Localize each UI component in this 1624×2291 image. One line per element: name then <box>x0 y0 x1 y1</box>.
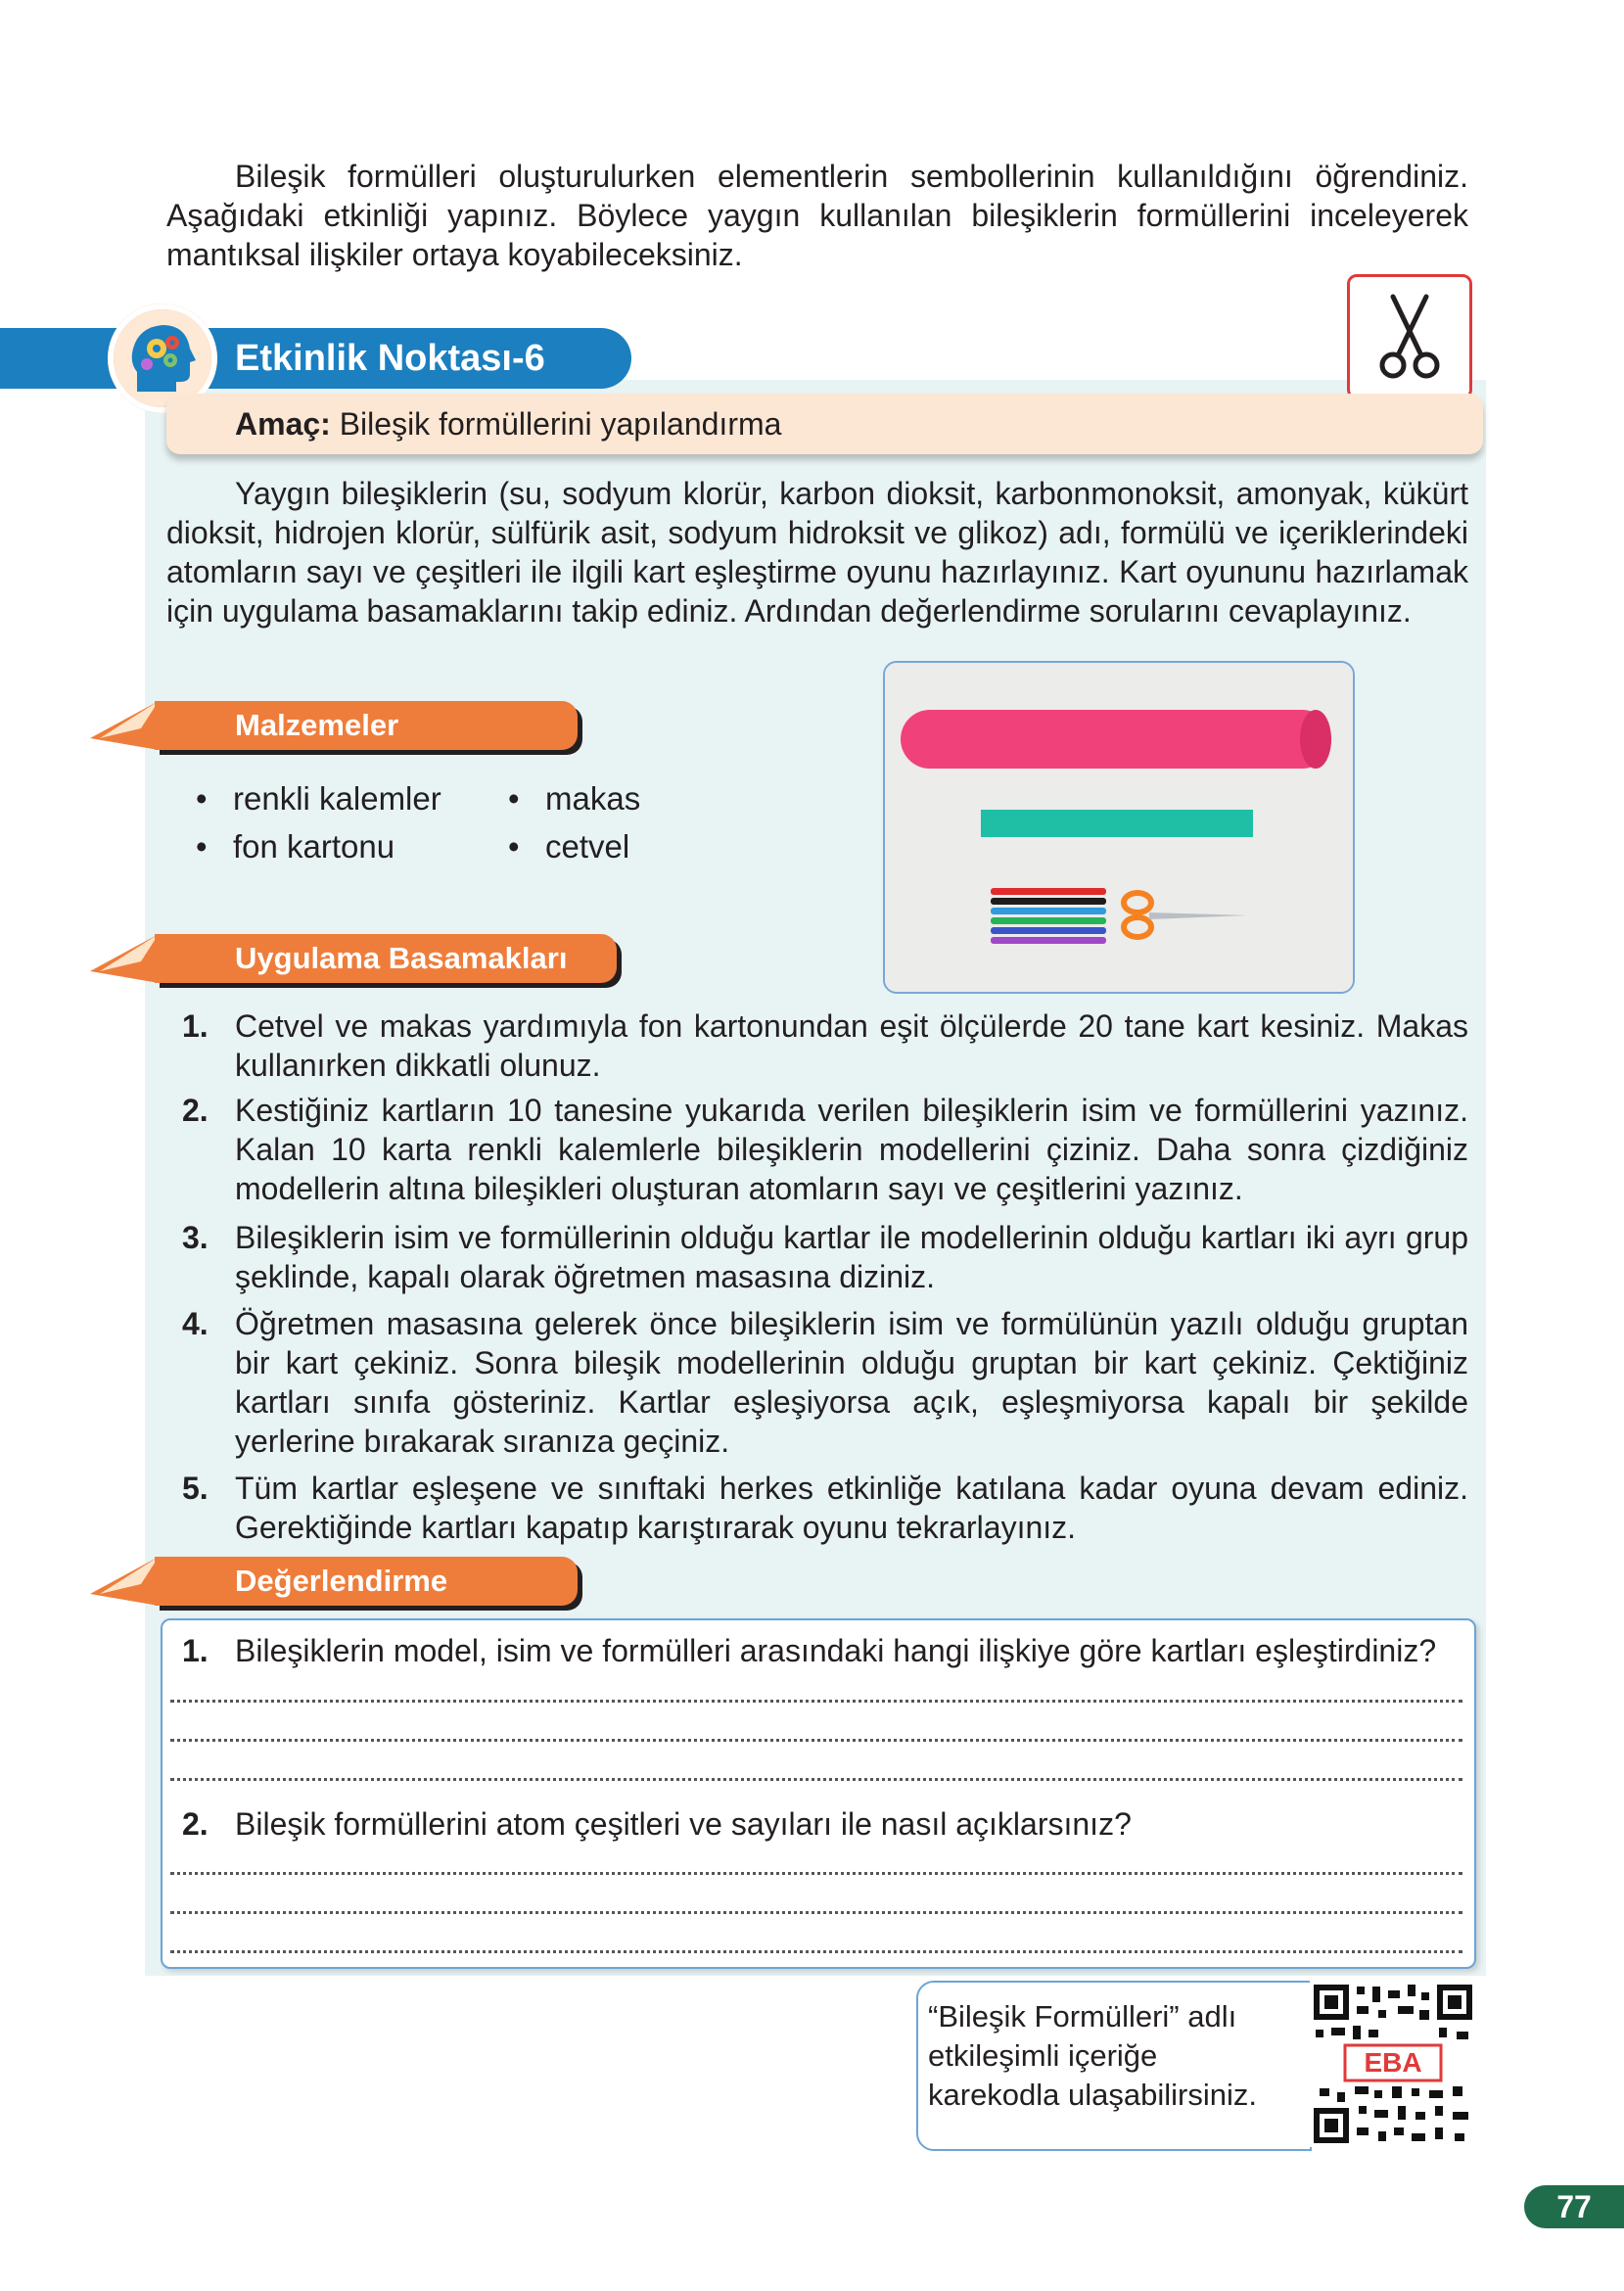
evaluation-tab-fold <box>90 1557 159 1606</box>
bullet-icon: • <box>196 780 208 817</box>
material-item <box>196 779 441 818</box>
step-item <box>182 1218 1468 1296</box>
qr-note-text: “Bileşik Formülleri” adlı etkileşimli içeriğe karekodla ulaşabilirsiniz. <box>928 1999 1257 2112</box>
evaluation-question <box>182 1631 1474 1670</box>
steps-tab-fold <box>90 934 159 983</box>
step-text: Cetvel ve makas yardımıyla fon kartonundan eşit ölçülerde 20 tane kart kesiniz. Makas kullanırken dikkatli olunuz. <box>235 1008 1468 1083</box>
answer-line[interactable] <box>170 1778 1462 1781</box>
aim-line <box>235 403 781 444</box>
material-item <box>508 779 640 818</box>
step-text: Kestiğiniz kartların 10 tanesine yukarıda verilen bileşiklerin isim ve formüllerini yazınız. Kalan 10 karta renkli kalemlerle bileşiklerin modellerini çiziniz. Daha sonra çizdiğiniz modellerin altına bileşikleri oluşturan atomların sayı ve çeşitlerini yazınız. <box>235 1093 1468 1206</box>
evaluation-box <box>161 1618 1476 1969</box>
bullet-icon: • <box>508 780 520 817</box>
step-text: Bileşiklerin isim ve formüllerinin olduğu kartlar ile modellerinin olduğu kartları iki ayrı grup şeklinde, kapalı olarak öğretmen masasına diziniz. <box>235 1220 1468 1294</box>
answer-line[interactable] <box>170 1950 1462 1953</box>
material-item <box>508 827 629 866</box>
activity-title: Etkinlik Noktası-6 <box>235 338 545 379</box>
step-text: Tüm kartlar eşleşene ve sınıftaki herkes etkinliğe katılana kadar oyuna devam ediniz. Gerektiğinde kartları kapatıp karıştırarak oyunu tekrarlayınız. <box>235 1471 1468 1545</box>
question-text: Bileşiklerin model, isim ve formülleri arasındaki hangi ilişkiye göre kartları eşleştirdiniz? <box>235 1633 1437 1668</box>
step-item <box>182 1091 1468 1208</box>
answer-line[interactable] <box>170 1872 1462 1875</box>
step-item <box>182 1304 1468 1461</box>
aim-text: Bileşik formüllerini yapılandırma <box>339 406 782 442</box>
material-label: fon kartonu <box>233 828 395 865</box>
step-number: 2. <box>182 1093 209 1128</box>
qr-label: EBA <box>1364 2047 1422 2078</box>
question-text: Bileşik formüllerini atom çeşitleri ve sayıları ile nasıl açıklarsınız? <box>235 1806 1132 1842</box>
bullet-icon: • <box>196 828 208 865</box>
material-label: cetvel <box>545 828 630 865</box>
step-number: 5. <box>182 1471 209 1506</box>
step-item <box>182 1006 1468 1085</box>
evaluation-heading: Değerlendirme <box>235 1564 448 1598</box>
evaluation-question <box>182 1804 1474 1844</box>
question-number: 1. <box>182 1633 209 1668</box>
step-number: 1. <box>182 1008 209 1044</box>
step-number: 4. <box>182 1306 209 1341</box>
steps-heading: Uygulama Basamakları <box>235 941 568 975</box>
material-label: makas <box>545 780 641 817</box>
description-text: Yaygın bileşiklerin (su, sodyum klorür, karbon dioksit, karbonmonoksit, amonyak, kükürt dioksit, hidrojen klorür, sülfürik asit, sodyum hidroksit ve glikoz) adı, formülü ve içeriklerindeki atomların sayı ve çeşitleri ile ilgili kart eşleştirme oyunu hazırlayınız. Kart oyununu hazırlamak için uygulama basamaklarını takip ediniz. Ardından değerlendirme sorularını cevaplayınız. <box>166 476 1468 629</box>
intro-text: Bileşik formülleri oluşturulurken elementlerin sembollerinin kullanıldığını öğrendiniz. Aşağıdaki etkinliği yapınız. Böylece yaygın kullanılan bileşiklerin formüllerini inceleyerek mantıksal ilişkiler ortaya koyabileceksiniz. <box>166 159 1468 272</box>
step-number: 3. <box>182 1220 209 1255</box>
scissors-icon <box>1347 274 1472 399</box>
answer-line[interactable] <box>170 1739 1462 1742</box>
step-item <box>182 1469 1468 1547</box>
activity-description <box>166 474 1468 631</box>
page-number: 77 <box>1524 2185 1624 2228</box>
material-item <box>196 827 394 866</box>
materials-photo <box>883 661 1355 994</box>
aim-label: Amaç: <box>235 406 331 442</box>
bullet-icon: • <box>508 828 520 865</box>
materials-heading: Malzemeler <box>235 708 399 742</box>
question-number: 2. <box>182 1806 209 1842</box>
material-label: renkli kalemler <box>233 780 441 817</box>
step-text: Öğretmen masasına gelerek önce bileşiklerin isim ve formülünün yazılı olduğu gruptan bir kart çekiniz. Sonra bileşik modellerinin olduğu gruptan bir kart çekiniz. Çektiğiniz kartları sınıfa gösteriniz. Kartlar eşleşiyorsa açık, eşleşmiyorsa kapalı bir şekilde yerlerine bırakarak sıranıza geçiniz. <box>235 1306 1468 1459</box>
intro-paragraph <box>166 157 1468 274</box>
materials-tab-fold <box>90 701 159 750</box>
qr-code-icon[interactable] <box>1310 1981 1476 2147</box>
answer-line[interactable] <box>170 1911 1462 1914</box>
answer-line[interactable] <box>170 1700 1462 1703</box>
